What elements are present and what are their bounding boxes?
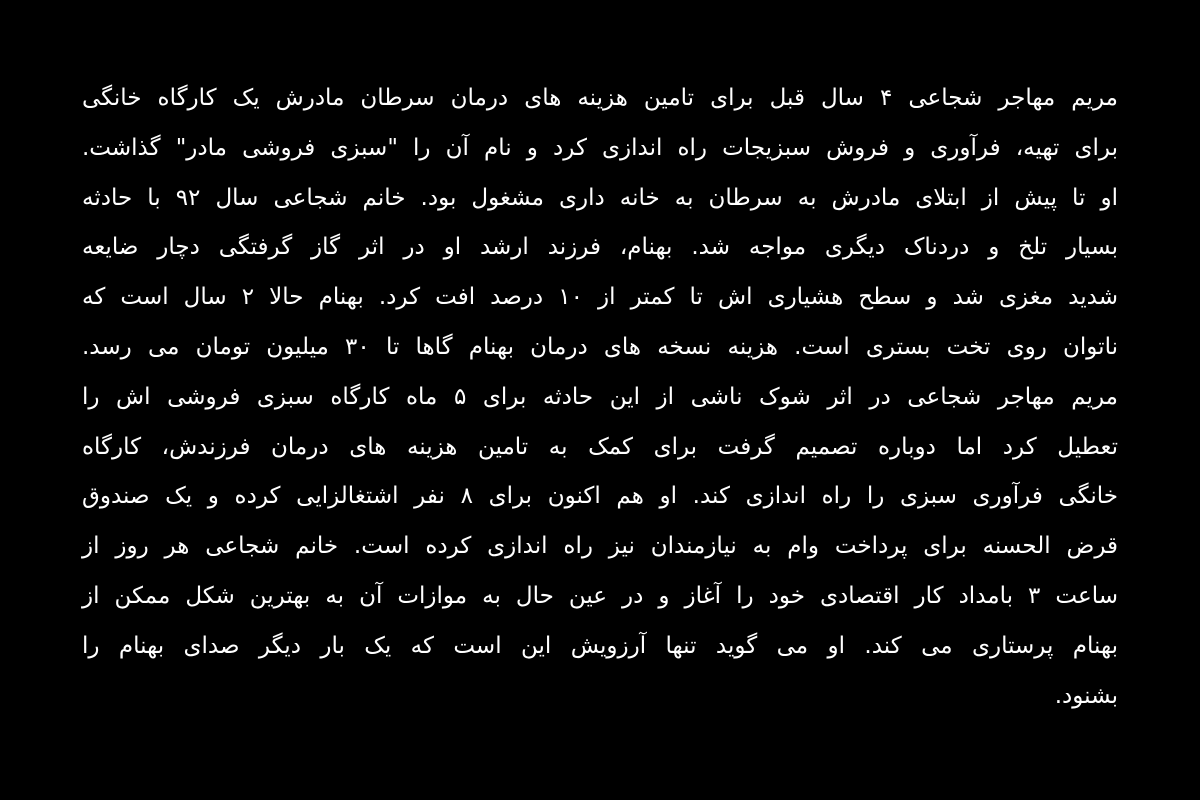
text-line: ساعت ۳ بامداد کار اقتصادی خود را آغاز و در عین حال به موازات آن به بهترین شکل ممکن از	[82, 582, 1118, 609]
text-line: ناتوان روی تخت بستری است. هزینه نسخه های درمان بهنام گاها تا ۳۰ میلیون تومان می رسد.	[82, 333, 1118, 360]
text-line-last: بشنود.	[1054, 682, 1118, 709]
text-line: مریم مهاجر شجاعی در اثر شوک ناشی از این حادثه برای ۵ ماه کارگاه سبزی فروشی اش را	[82, 383, 1119, 410]
text-line: قرض الحسنه برای پرداخت وام به نیازمندان نیز راه اندازی کرده است. خانم شجاعی هر روز از	[82, 533, 1118, 560]
text-line: مریم مهاجر شجاعی ۴ سال قبل برای تامین هزینه های درمان سرطان مادرش یک کارگاه خانگی	[82, 85, 1118, 111]
text-line: برای تهیه، فرآوری و فروش سبزیجات راه اندازی کرد و نام آن را "سبزی فروشی مادر" گذاشت.	[82, 134, 1118, 161]
text-line: تعطیل کرد اما دوباره تصمیم گرفت برای کمک به تامین هزینه های درمان فرزندش، کارگاه	[82, 433, 1118, 460]
text-line: خانگی فرآوری سبزی را راه اندازی کند. او هم اکنون برای ۸ نفر اشتغالزایی کرده و یک صندوق	[82, 483, 1118, 510]
text-line: بهنام پرستاری می کند. او می گوید تنها آرزویش این است که یک بار دیگر صدای بهنام را	[82, 632, 1118, 659]
text-line: او تا پیش از ابتلای مادرش به سرطان به خانه داری مشغول بود. خانم شجاعی سال ۹۲ با حادثه	[82, 184, 1118, 211]
text-line: شدید مغزی شد و سطح هشیاری اش تا کمتر از ۱۰ درصد افت کرد. بهنام حالا ۲ سال است که	[82, 284, 1119, 311]
text-line: بسیار تلخ و دردناک دیگری مواجه شد. بهنام، فرزند ارشد او در اثر گاز گرفتگی دچار ضایعه	[82, 234, 1118, 261]
article-text	[82, 74, 1118, 721]
